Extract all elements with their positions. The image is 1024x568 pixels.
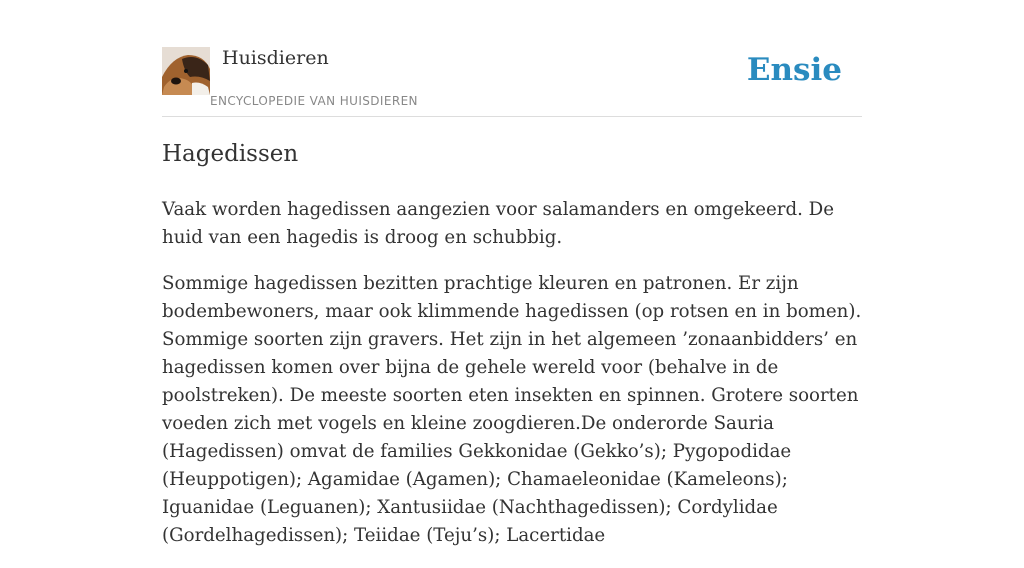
article-paragraph: Vaak worden hagedissen aangezien voor salamanders en omgekeerd. De huid van een hagedis is droog en schubbig. — [162, 199, 835, 248]
article-title: Hagedissen — [162, 141, 299, 167]
site-name[interactable]: Huisdieren — [222, 47, 329, 69]
brand-logo[interactable]: Ensie — [746, 52, 842, 88]
article-paragraph: Sommige hagedissen bezitten prachtige kleuren en patronen. Er zijn bodembewoners, maar ook klimmende hagedissen (op rotsen en in bomen). Sommige soorten zijn gravers. Het zijn in het algemeen ’zonaanbidders’ en hagedissen komen over bijna de gehele wereld voor (behalve in de poolstreken). De meeste soorten eten insekten en spinnen. Grotere soorten voeden zich met vogels en kleine zoogdieren.De onderorde Sauria (Hagedissen) omvat de families Gekkonidae (Gekko’s); Pygopodidae (Heuppotigen); Agamidae (Agamen); Chamaeleonidae (Kameleons); Iguanidae (Leguanen); Xantusiidae (Nachthagedissen); Cordylidae (Gordelhagedissen); Teiidae (Teju’s); Lacertidae — [162, 273, 862, 546]
site-header — [162, 0, 862, 117]
site-tagline: ENCYCLOPEDIE VAN HUISDIEREN — [210, 94, 418, 108]
avatar[interactable] — [162, 47, 210, 95]
article — [162, 138, 864, 568]
